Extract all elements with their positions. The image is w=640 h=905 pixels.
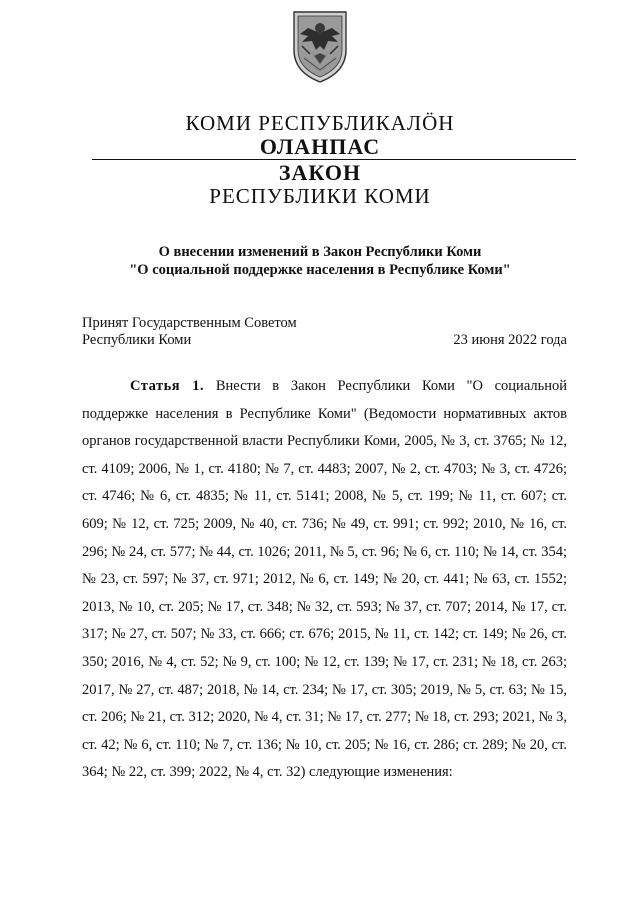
adoption-body-line2: Республики Коми xyxy=(82,332,192,348)
law-subject-line2: "О социальной поддержке населения в Республике Коми" xyxy=(129,262,511,278)
article-label: Статья 1. xyxy=(130,378,205,394)
adoption-body-line1: Принят Государственным Советом xyxy=(82,315,297,331)
header-zakon: ЗАКОН xyxy=(278,160,362,185)
header-komi-republic: КОМИ РЕСПУБЛИКАЛӦН xyxy=(185,111,455,135)
header-republic: РЕСПУБЛИКИ КОМИ xyxy=(209,184,431,208)
header-olanpas: ОЛАНПАС xyxy=(259,134,381,159)
komi-coat-of-arms-icon xyxy=(288,6,352,86)
article-1-paragraph xyxy=(82,373,567,787)
article-text: Внести в Закон Республики Коми "О социальной поддержке населения в Республике Коми" (Ведомости нормативных актов органов государственной власти Республики Коми, 2005, № 3, ст. 3765; № 12, ст. 4109; 2006, № 1, ст. 4180; № 7, ст. 4483; 2007, № 2, ст. 4703; № 3, ст. 4726; ст. 4746; № 6, ст. 4835; № 11, ст. 5141; 2008, № 5, ст. 199; № 11, ст. 607; ст. 609; № 12, ст. 725; 2009, № 40, ст. 736; № 49, ст. 991; ст. 992; 2010, № 16, ст. 296; № 24, ст. 577; № 44, ст. 1026; 2011, № 5, ст. 96; № 6, ст. 110; № 14, ст. 354; № 23, ст. 597; № 37, ст. 971; 2012, № 6, ст. 149; № 20, ст. 441; № 63, ст. 1552; 2013, № 10, ст. 205; № 17, ст. 348; № 32, ст. 593; № 37, ст. 707; 2014, № 17, ст. 317; № 27, ст. 507; № 33, ст. 666; ст. 676; 2015, № 11, ст. 142; ст. 149; № 26, ст. 350; 2016, № 4, ст. 52; № 9, ст. 100; № 12, ст. 139; № 17, ст. 231; № 18, ст. 263; 2017, № 27, ст. 487; 2018, № 14, ст. 234; № 17, ст. 305; 2019, № 5, ст. 63; № 15, ст. 206; № 21, ст. 312; 2020, № 4, ст. 31; № 17, ст. 277; № 18, ст. 293; 2021, № 3, ст. 42; № 6, ст. 110; № 7, ст. 136; № 10, ст. 205; № 16, ст. 286; ст. 289; № 20, ст. 364; № 22, ст. 399; 2022, № 4, ст. 32) следующие изменения: xyxy=(82,378,567,781)
law-subject-line1: О внесении изменений в Закон Республики Коми xyxy=(158,244,482,260)
adoption-date: 23 июня 2022 года xyxy=(453,332,567,348)
